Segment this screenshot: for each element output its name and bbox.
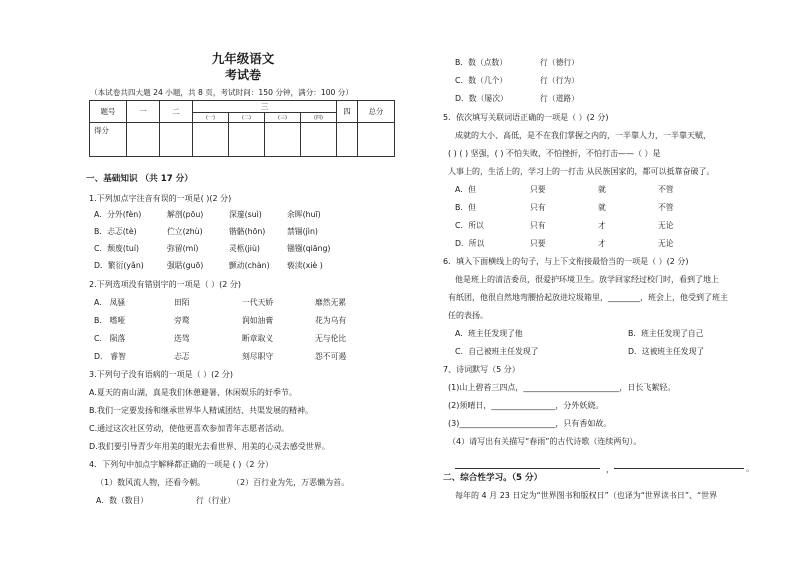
option-5c: C．所以 — [455, 221, 484, 230]
option-4d: D．数（屡次） — [455, 94, 508, 103]
score-cell[interactable] — [229, 123, 265, 157]
question-4-sentence-2: （2）百行业为先，万恶懒为首。 — [232, 478, 350, 487]
score-cell[interactable] — [265, 123, 301, 157]
option-5d: 只要 — [530, 239, 546, 248]
exam-title: 九年级语文 — [211, 51, 275, 66]
question-3: 3.下列句子没有语病的一项是（ ）(2 分) — [89, 370, 234, 379]
header-s2: (二) — [229, 113, 265, 123]
option-5d: 才 — [598, 239, 606, 248]
end-period: 。 — [746, 464, 754, 473]
option-2a: 靡然无累 — [315, 298, 347, 307]
question-2: 2.下列选项没有错别字的一项是（ ）(2 分) — [89, 280, 242, 289]
option-3c: C.通过这次社区劳动，使他更喜欢参加青年志愿者活动。 — [89, 424, 290, 433]
question-5-passage: 成就的大小、高低，是不在我们掌握之内的，一半靠人力，一半靠天赋， — [455, 131, 711, 140]
header-yi: 一 — [127, 101, 160, 123]
option-5b: 只有 — [530, 203, 546, 212]
option-3a: A.夏天的南山湖，真是我们休憩避暑、休闲娱乐的好季节。 — [89, 388, 297, 397]
option-2d: 怨不可遏 — [315, 352, 347, 361]
option-2a: 田陌 — [174, 298, 190, 307]
option-6a: A．班主任发现了他 — [455, 329, 523, 338]
section-2-heading: 二、综合性学习。（5 分） — [443, 473, 543, 483]
option-2c: 无与伦比 — [315, 334, 347, 343]
row-defen: 得分 — [90, 123, 127, 157]
option-6c: C．自己被班主任发现了 — [455, 347, 539, 356]
option-5b: B．但 — [455, 203, 476, 212]
option-5d: D．所以 — [455, 239, 485, 248]
option-3b: B.我们一定要发扬和继承世界华人精诚团结、共渠发展的精神。 — [89, 406, 314, 415]
option-5a: A．但 — [455, 185, 476, 194]
option-6b: B．班主任发现了自己 — [628, 329, 704, 338]
question-5-passage: 人事上的，生活上的，学习上的一打击 从民族国家的，都可以抵靠奋破了。 — [448, 167, 715, 176]
option-1b: B．忐忑(tè) — [94, 227, 137, 236]
score-cell[interactable] — [160, 123, 193, 157]
question-7-item-4: （4）请写出有关描写“春雨”的古代诗歌（连续两句）。 — [448, 437, 642, 446]
score-cell[interactable] — [301, 123, 337, 157]
score-table — [89, 100, 395, 157]
option-2c: C． 陨落 — [94, 334, 126, 343]
option-2d: D． 睿智 — [94, 352, 126, 361]
separator-comma: ， — [606, 465, 614, 474]
exam-note: （本试卷共四大题 24 小题，共 8 页，考试时间：150 分钟，满分：100 分） — [90, 88, 353, 97]
header-s3: (三) — [265, 113, 301, 123]
question-7: 7、诗词默写（5 分） — [443, 365, 520, 374]
option-1d: 颤动(chàn) — [229, 261, 270, 270]
option-2c: 断章取义 — [242, 334, 274, 343]
option-1d: D．繁衍(yǎn) — [94, 261, 144, 270]
question-6-passage: 有纸团，他很自然地弯腰拾起放进垃圾箱里，________，班会上，他受到了班主 — [448, 293, 728, 302]
question-6-passage: 任的表扬。 — [448, 311, 488, 320]
section-2-passage: 每年的 4 月 23 日定为“世界图书和版权日”（也译为“世界读书日”、“世界 — [455, 491, 718, 500]
option-2b: 花为乌有 — [315, 316, 347, 325]
option-2b: 旁鹜 — [174, 316, 190, 325]
option-5d: 无论 — [658, 239, 674, 248]
header-s4: (四) — [301, 113, 337, 123]
header-total: 总分 — [358, 101, 395, 123]
option-1b: 伫立(zhù) — [167, 227, 203, 236]
score-cell[interactable] — [337, 123, 358, 157]
answer-line[interactable] — [455, 459, 600, 469]
answer-line[interactable] — [614, 459, 744, 469]
question-7-item-3: (3)________________________，只有香如故。 — [448, 419, 612, 428]
question-5: 5．依次填写关联词语正确的一项是（ ）(2 分) — [443, 113, 609, 122]
option-1a: 深邃(suì) — [229, 210, 262, 219]
header-tihao: 题号 — [90, 101, 127, 123]
option-1b: 锴骼(hōn) — [229, 227, 266, 236]
question-4: 4．下列句中加点字解释都正确的一项是 ( )（2 分） — [89, 460, 274, 469]
option-5a: 就 — [598, 185, 606, 194]
exam-subtitle: 考试卷 — [224, 68, 261, 82]
question-5-passage: ( ) ( ) 坚强，( ) 不怕失败，不怕挫折，不怕打击——（ ）是 — [448, 149, 661, 158]
option-4b: 行（德行） — [540, 58, 579, 67]
option-1c: 灵柩(jiù) — [229, 244, 260, 253]
option-3d: D.我们要引导青少年用美的眼光去看世界、用美的心灵去感受世界。 — [89, 442, 330, 451]
option-2b: 润如油膏 — [242, 316, 274, 325]
option-2d: 忐忑 — [174, 352, 190, 361]
option-1a: A．分外(fèn) — [94, 210, 142, 219]
question-7-item-1: (1)山上碧苔三四点，________________________，日长飞絮轻。 — [448, 383, 676, 392]
option-6d: D．这被班主任发现了 — [628, 347, 705, 356]
option-5b: 就 — [598, 203, 606, 212]
option-5c: 只有 — [530, 221, 546, 230]
option-2b: B． 嗜哑 — [94, 316, 126, 325]
option-4d: 行（道路） — [540, 94, 579, 103]
question-6: 6．填入下面横线上的句子，与上下文衔接最恰当的一项是（ ）(2 分) — [443, 257, 689, 266]
section-1-heading: 一、基础知识 （共 17 分） — [86, 174, 193, 184]
header-si: 四 — [337, 101, 358, 123]
question-4-sentence-1: （1）数风流人物，还看今朝。 — [96, 478, 206, 487]
question-7-item-2: (2)须晴日，________________，分外妖娆。 — [448, 401, 604, 410]
header-san: 三 — [193, 101, 337, 113]
option-1d: 强聒(guō) — [167, 261, 204, 270]
option-2a: A． 凤骚 — [94, 298, 126, 307]
option-4a: 行（行业） — [196, 496, 235, 505]
question-6-passage: 他是班上的清洁委员，很爱护环境卫生。放学回家经过校门时，看到了地上 — [455, 275, 719, 284]
header-er: 二 — [160, 101, 193, 123]
option-1a: 解剖(pōu) — [167, 210, 204, 219]
option-1c: 镪镪(qiāng) — [287, 244, 331, 253]
header-s1: (一) — [193, 113, 229, 123]
option-4c: C．数（几个） — [455, 76, 508, 85]
option-4b: B．数（点数） — [455, 58, 508, 67]
question-1: 1.下列加点字注音有误的一项是( )(2 分) — [89, 194, 232, 203]
option-5c: 才 — [598, 221, 606, 230]
option-1c: 弥留(mí) — [167, 244, 199, 253]
option-2d: 刻尽职守 — [242, 352, 274, 361]
option-5c: 无论 — [658, 221, 674, 230]
option-2a: 一代天娇 — [242, 298, 274, 307]
score-cell[interactable] — [127, 123, 160, 157]
option-4a: A．数（数目） — [96, 496, 149, 505]
option-5b: 不管 — [658, 203, 674, 212]
option-1d: 亵渎(xiè ) — [287, 261, 323, 270]
score-cell[interactable] — [358, 123, 395, 157]
option-1c: C．颓废(tuí) — [94, 244, 140, 253]
option-4c: 行（行为） — [540, 76, 579, 85]
score-cell[interactable] — [193, 123, 229, 157]
option-1b: 禁锢(jìn) — [287, 227, 318, 236]
option-5a: 只要 — [530, 185, 546, 194]
option-2c: 迭驾 — [174, 334, 190, 343]
option-1a: 余晖(huī) — [287, 210, 321, 219]
option-5a: 不管 — [658, 185, 674, 194]
